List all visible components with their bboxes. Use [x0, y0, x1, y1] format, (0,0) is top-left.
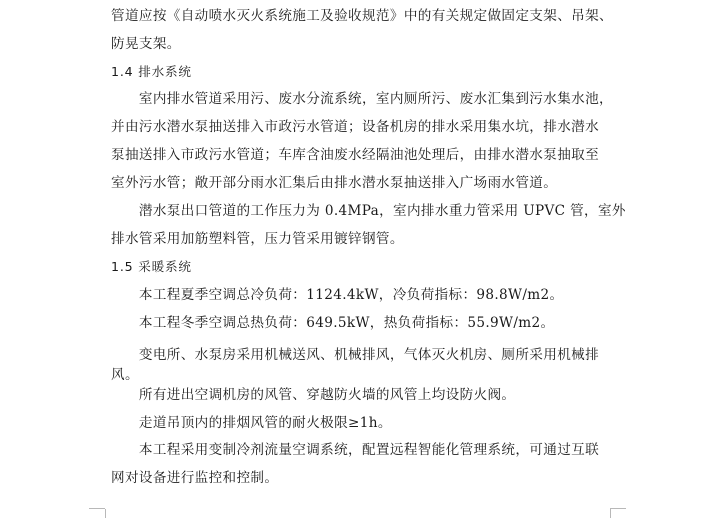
paragraph-line: 所有进出空调机房的风管、穿越防火墙的风管上均设防火阀。 [111, 387, 516, 403]
paragraph-line: 本工程夏季空调总冷负荷：1124.4kW，冷负荷指标：98.8W/m2。 [111, 287, 564, 303]
paragraph-line: 潜水泵出口管道的工作压力为 0.4MPa，室内排水重力管采用 UPVC 管，室外 [111, 203, 626, 219]
paragraph-line: 防晃支架。 [111, 36, 181, 52]
paragraph-line: 室外污水管；敞开部分雨水汇集后由排水潜水泵抽送排入广场雨水管道。 [111, 175, 558, 191]
paragraph-line: 风。 [111, 367, 139, 383]
paragraph-line: 走道吊顶内的排烟风管的耐火极限≥1h。 [111, 415, 392, 431]
paragraph-line: 泵抽送排入市政污水管道；车库含油废水经隔油池处理后，由排水潜水泵抽取至 [111, 147, 600, 163]
paragraph-line: 网对设备进行监控和控制。 [111, 470, 279, 486]
section-heading-heating: 1.5 采暖系统 [111, 259, 192, 274]
paragraph-line: 本工程冬季空调总热负荷：649.5kW，热负荷指标：55.9W/m2。 [111, 315, 555, 331]
paragraph-line: 排水管采用加筋塑料管，压力管采用镀锌钢管。 [111, 231, 404, 247]
paragraph-line: 本工程采用变制冷剂流量空调系统，配置远程智能化管理系统，可通过互联 [111, 442, 600, 458]
paragraph-line: 变电所、水泵房采用机械送风、机械排风，气体灭火机房、厕所采用机械排 [111, 347, 600, 363]
paragraph-line: 室内排水管道采用污、废水分流系统，室内厕所污、废水汇集到污水集水池， [111, 91, 613, 107]
section-heading-drainage: 1.4 排水系统 [111, 64, 192, 79]
paragraph-line: 管道应按《自动喷水灭火系统施工及验收规范》中的有关规定做固定支架、吊架、 [111, 8, 613, 24]
margin-crop-mark [610, 508, 626, 518]
margin-crop-mark [89, 508, 105, 518]
paragraph-line: 并由污水潜水泵抽送排入市政污水管道；设备机房的排水采用集水坑，排水潜水 [111, 119, 600, 135]
